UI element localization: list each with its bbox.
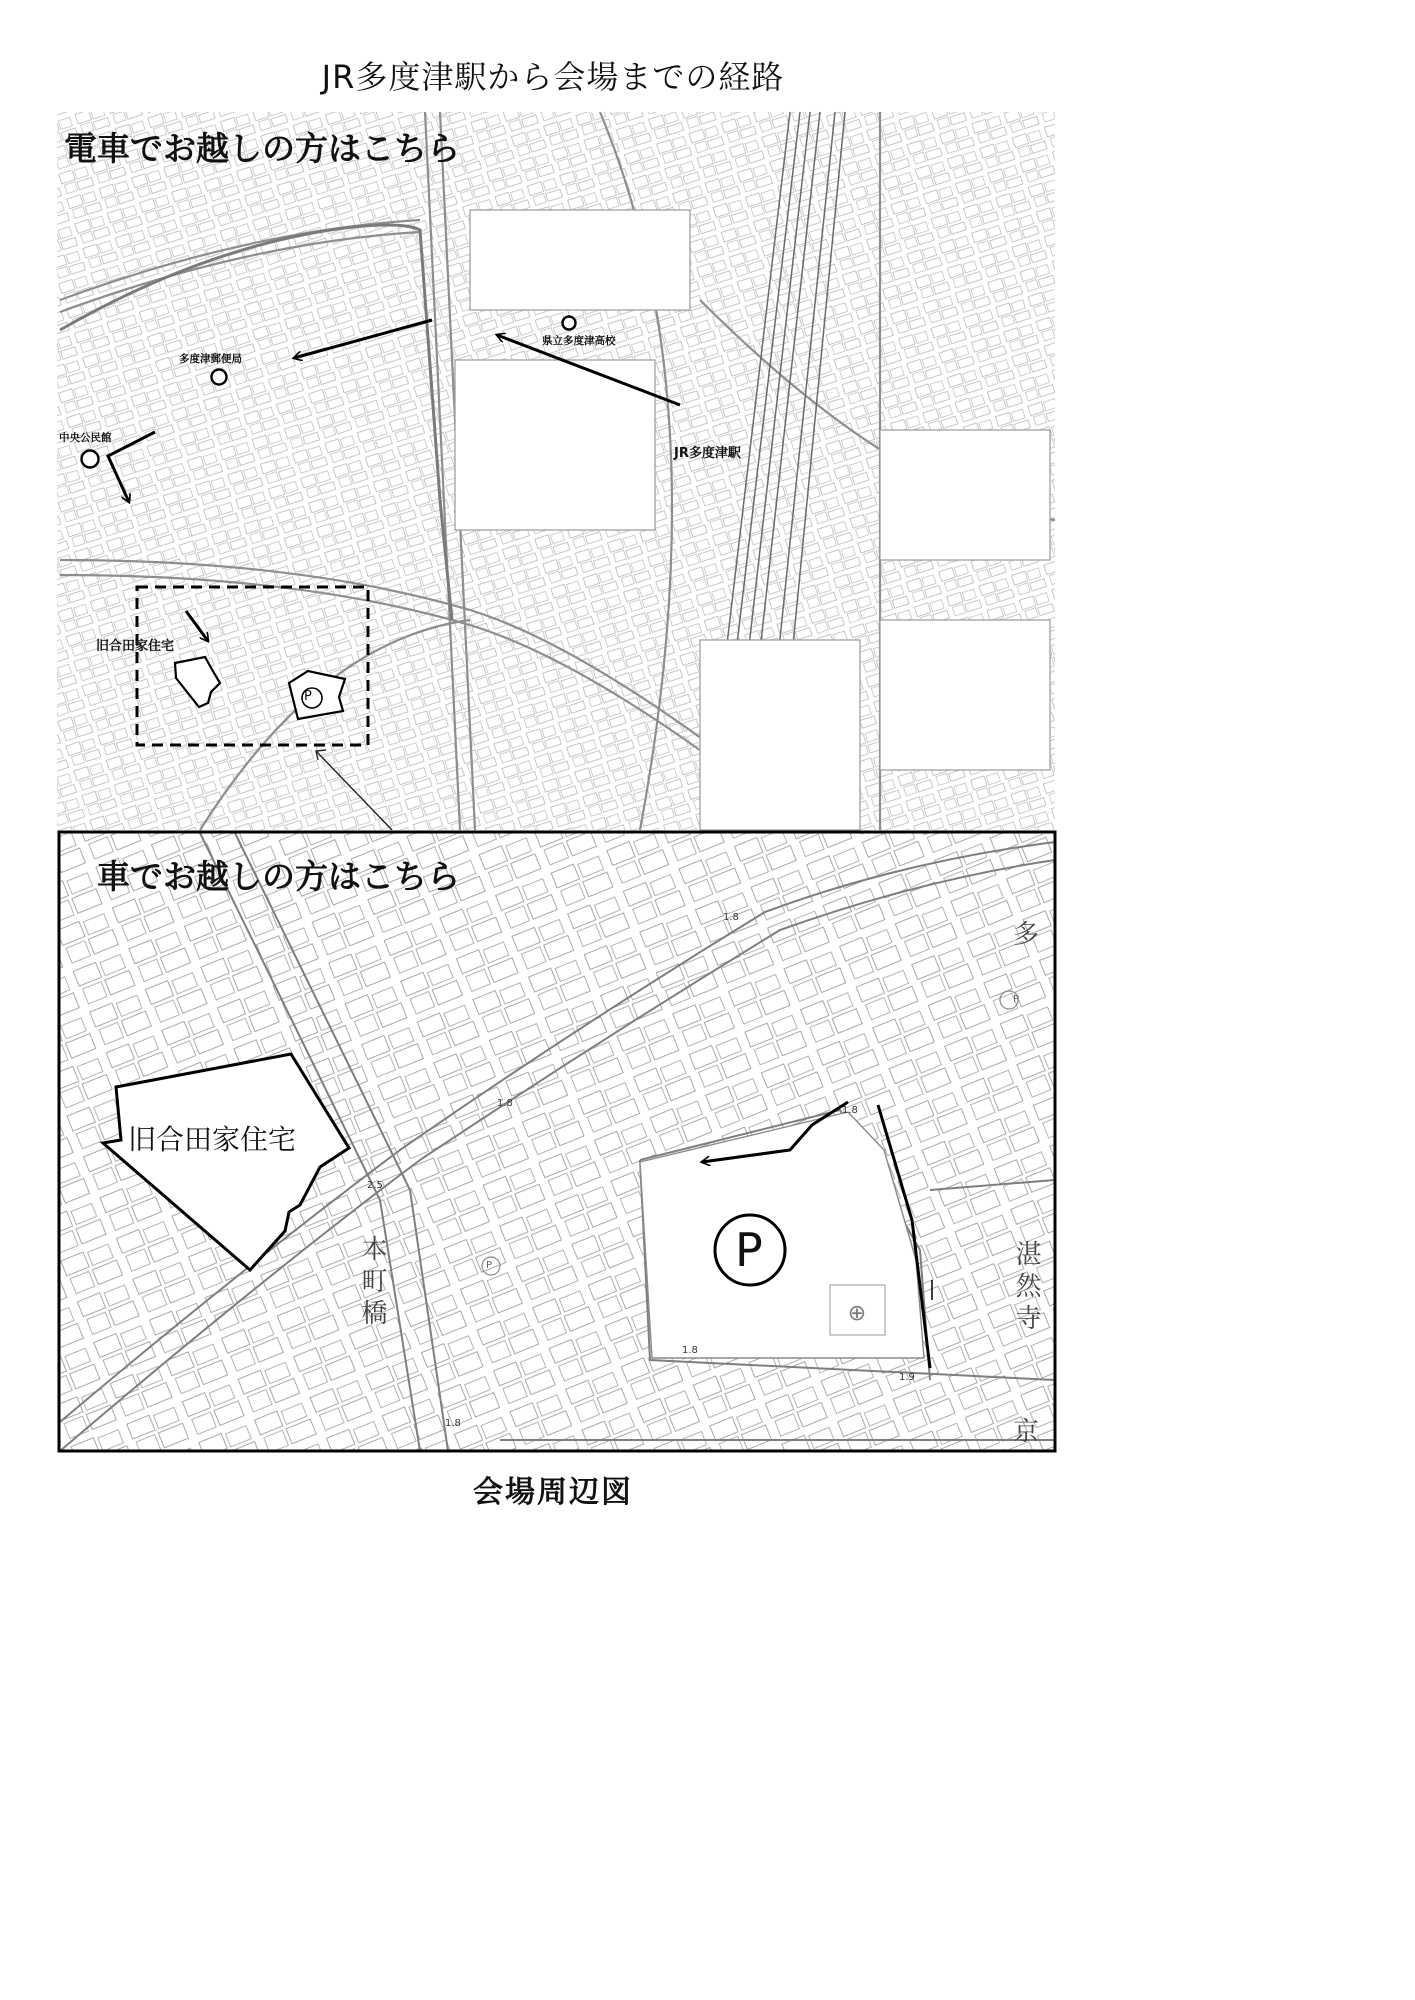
elevation-label: 1.8 (497, 1098, 513, 1109)
edge-char-bottom-right: 京 (1013, 1417, 1040, 1447)
bridge-label: 本町橋 (357, 1235, 387, 1331)
community-center-label: 中央公民館 (59, 432, 112, 444)
parking-letter-map: P (486, 1260, 493, 1271)
community-center-marker (82, 451, 99, 468)
highschool-marker (563, 317, 576, 330)
svg-text:⊕: ⊕ (847, 1301, 867, 1326)
edge-char-top-right: 多 (1013, 920, 1040, 950)
parking-letter-small: P (304, 689, 312, 704)
highschool-label: 県立多度津高校 (542, 335, 616, 347)
detail-heading: 車でお越しの方はこちら (97, 857, 460, 896)
station-label: JR多度津駅 (674, 446, 741, 461)
elevation-label: 2.5 (367, 1180, 383, 1191)
figure-caption: 会場周辺図 (473, 1475, 633, 1510)
post-office-marker (212, 370, 227, 385)
elevation-label: 1.8 (842, 1105, 858, 1116)
parking-letter-map: P (1013, 994, 1020, 1005)
post-office-label: 多度津郵便局 (179, 353, 242, 365)
elevation-label: 1.8 (445, 1418, 461, 1429)
page-title: JR多度津駅から会場までの経路 (321, 58, 785, 96)
elevation-label: 1.8 (723, 912, 739, 923)
venue-label-small: 旧合田家住宅 (96, 639, 175, 654)
elevation-label: 1.9 (899, 1372, 915, 1383)
overview-map (57, 112, 1055, 830)
elevation-label: 1.8 (682, 1345, 698, 1356)
parking-letter-large: P (735, 1223, 763, 1277)
overview-heading: 電車でお越しの方はこちら (64, 129, 460, 168)
venue-label-large: 旧合田家住宅 (128, 1123, 297, 1156)
temple-label: 湛然寺 (1011, 1240, 1041, 1336)
